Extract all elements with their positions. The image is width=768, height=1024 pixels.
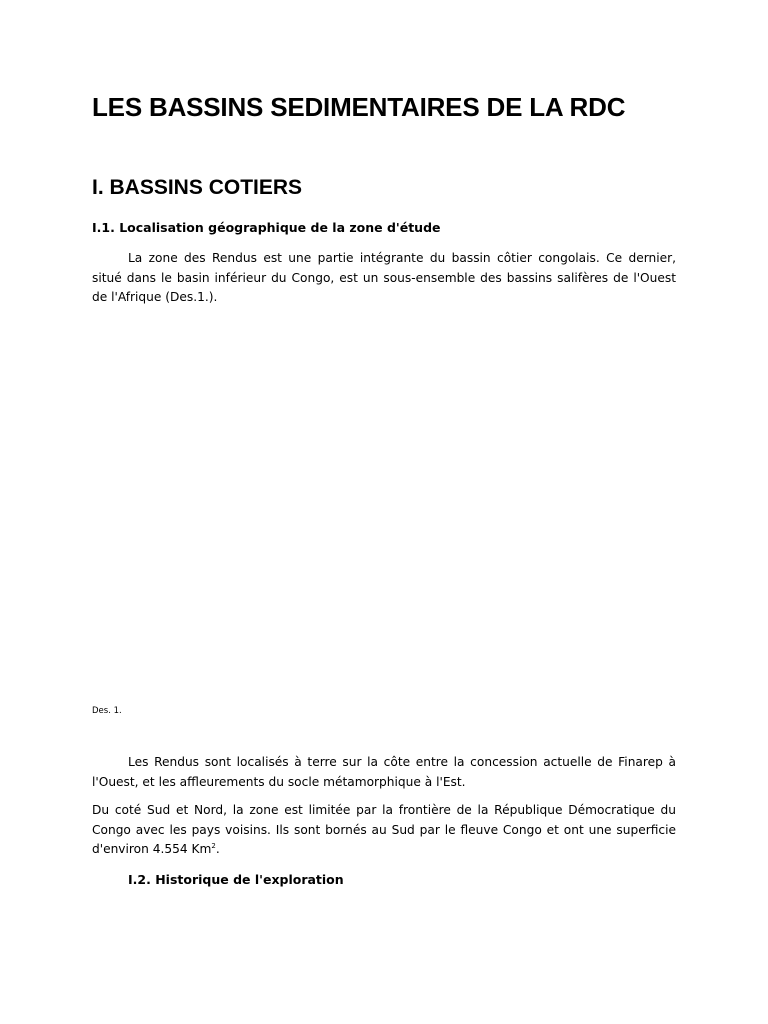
paragraph-localisation-rendus: Les Rendus sont localisés à terre sur la côte entre la concession actuelle de Finarep à l'Ouest, et les affleurements du socle métamorphique à l'Est. bbox=[92, 755, 676, 789]
paragraph-zone-rendus: La zone des Rendus est une partie intégrante du bassin côtier congolais. Ce dernier, situé dans le basin inférieur du Congo, est un sous-ensemble des bassins salifères de l'Ouest de l'Afrique (Des.1.). bbox=[92, 251, 676, 304]
figure-caption: Des. 1. bbox=[92, 706, 122, 716]
section-heading-bassins-cotiers: I. BASSINS COTIERS bbox=[92, 176, 303, 199]
superscript-square: 2 bbox=[211, 841, 216, 850]
paragraph-limites-text: Du coté Sud et Nord, la zone est limitée par la frontière de la République Démocratique du Congo avec les pays voisins. Ils sont bornés au Sud par le fleuve Congo et ont une superficie d'environ 4.554 Km bbox=[92, 803, 676, 856]
subsection-heading-localisation: I.1. Localisation géographique de la zone d'étude bbox=[92, 220, 441, 235]
subsection-heading-historique: I.2. Historique de l'exploration bbox=[128, 872, 344, 887]
paragraph-limites-zone bbox=[92, 801, 676, 860]
document-title: LES BASSINS SEDIMENTAIRES DE LA RDC bbox=[92, 92, 626, 122]
paragraph-limites-end: . bbox=[215, 842, 220, 856]
figure-placeholder-blank bbox=[92, 320, 676, 700]
